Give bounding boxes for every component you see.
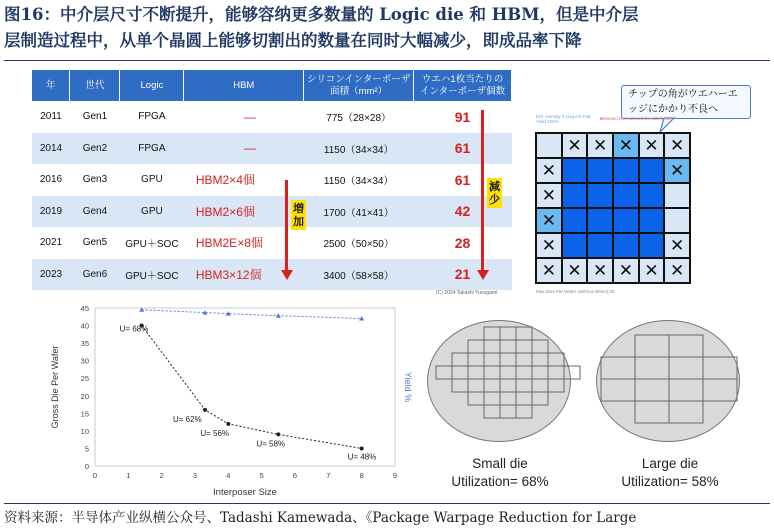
- y-tick-label: 40: [80, 321, 89, 331]
- table-cell-gen: Gen4: [70, 196, 120, 228]
- die-outline: [468, 353, 484, 366]
- wasted-die-cell: ✕: [639, 258, 665, 283]
- table-cell-area: 3400（58×58）: [304, 259, 414, 291]
- die-outline: [532, 392, 548, 405]
- good-die-cell: [587, 158, 613, 183]
- table-header-cell: HBM: [184, 70, 304, 101]
- die-outline: [452, 366, 468, 379]
- die-outline: [516, 327, 532, 340]
- good-die-cell: [587, 233, 613, 258]
- good-die-cell: [664, 208, 690, 233]
- die-outline: [669, 401, 703, 423]
- y-tick-label: 5: [84, 444, 89, 454]
- table-row: [32, 164, 512, 196]
- table-cell-hbm: —: [184, 101, 304, 133]
- wasted-die-cell: ✕: [664, 233, 690, 258]
- die-outline: [669, 335, 703, 357]
- die-outline: [532, 366, 548, 379]
- table-cell-hbm: HBM2×4個: [184, 164, 304, 196]
- y-tick-label: 15: [80, 409, 89, 419]
- die-outline: [500, 353, 516, 366]
- die-outline: [635, 379, 669, 401]
- table-cell-logic: GPU＋SOC: [120, 259, 184, 291]
- y-tick-label: 35: [80, 339, 89, 349]
- die-outline: [484, 353, 500, 366]
- utilization-label: U= 62%: [173, 414, 202, 424]
- die-outline: [532, 353, 548, 366]
- table-cell-logic: GPU＋SOC: [120, 227, 184, 259]
- x-tick-label: 3: [192, 471, 198, 480]
- gross-die-point: [203, 408, 207, 412]
- table-cell-area: 1150（34×34）: [304, 133, 414, 165]
- die-outline: [516, 379, 532, 392]
- table-cell-logic: GPU: [120, 196, 184, 228]
- die-outline: [669, 357, 703, 379]
- table-cell-count: 61: [414, 164, 512, 196]
- table-cell-gen: Gen5: [70, 227, 120, 259]
- source-divider: [4, 503, 770, 504]
- gross-die-line: [142, 326, 362, 449]
- die-outline: [468, 379, 484, 392]
- die-outline: [532, 379, 548, 392]
- table-cell-year: 2016: [32, 164, 70, 196]
- large-die-wafer: [596, 320, 740, 442]
- good-die-cell: [562, 183, 588, 208]
- table-header-cell: シリコンインターポーザ 面積（mm²）: [304, 70, 414, 101]
- wasted-die-cell: ✕: [536, 233, 562, 258]
- table-row: [32, 196, 512, 228]
- small-die-label: Small die: [472, 456, 528, 471]
- table-cell-logic: GPU: [120, 164, 184, 196]
- utilization-label: U= 58%: [256, 439, 286, 449]
- table-cell-area: 775（28×28）: [304, 101, 414, 133]
- good-die-cell: [613, 183, 639, 208]
- table-row: [32, 133, 512, 165]
- good-die-cell: [613, 233, 639, 258]
- die-outline: [564, 366, 580, 379]
- table-header-cell: Logic: [120, 70, 184, 101]
- die-outline: [548, 366, 564, 379]
- interposer-table: [32, 70, 512, 290]
- wafer-map-legend-right: ■Wasted Dies ■Good Die ■Defective: [600, 116, 674, 121]
- x-tick-label: 0: [92, 471, 98, 480]
- wasted-die-cell: ✕: [587, 133, 613, 158]
- x-tick-label: 2: [159, 471, 164, 480]
- die-outline: [484, 340, 500, 353]
- die-outline: [703, 379, 737, 401]
- small-die-utilization: Utilization= 68%: [451, 474, 549, 489]
- table-header-row: [32, 70, 512, 101]
- y2-axis-label: Yield %: [403, 371, 413, 403]
- good-die-cell: [664, 183, 690, 208]
- table-cell-count: 28: [414, 227, 512, 259]
- decrease-arrow-head: [477, 270, 489, 280]
- die-outline: [452, 353, 468, 366]
- table-cell-hbm: —: [184, 133, 304, 165]
- wasted-die-cell: ✕: [536, 158, 562, 183]
- wasted-die-cell: ✕: [536, 258, 562, 283]
- table-cell-year: 2023: [32, 259, 70, 291]
- table-row: [32, 101, 512, 133]
- y-tick-label: 30: [80, 356, 89, 366]
- table-cell-count: 61: [414, 133, 512, 165]
- x-tick-label: 6: [292, 471, 298, 480]
- good-die-cell: [639, 233, 665, 258]
- small-die-caption: [440, 455, 560, 491]
- source-note: 资料来源：半导体产业纵横公众号、Tadashi Kamewada、《Package Warpage Reduction for Large: [4, 510, 637, 526]
- wasted-die-cell: ✕: [613, 133, 639, 158]
- die-outline: [500, 392, 516, 405]
- wasted-die-cell: ✕: [536, 183, 562, 208]
- die-outline: [484, 327, 500, 340]
- wasted-die-cell: ✕: [664, 258, 690, 283]
- large-die-label: Large die: [641, 456, 699, 471]
- good-die-cell: [639, 208, 665, 233]
- y-tick-label: 0: [84, 462, 89, 471]
- x-axis-label: Interposer Size: [213, 487, 277, 498]
- x-tick-label: 9: [392, 471, 398, 480]
- die-outline: [500, 366, 516, 379]
- table-cell-gen: Gen2: [70, 133, 120, 165]
- die-outline: [516, 340, 532, 353]
- table-cell-area: 2500（50×50）: [304, 227, 414, 259]
- table-cell-gen: Gen6: [70, 259, 120, 291]
- figure-title-line1: 图16：中介层尺寸不断提升，能够容纳更多数量的 Logic die 和 HBM，但是中介层: [4, 5, 639, 24]
- x-tick-label: 4: [226, 471, 231, 480]
- large-die-grid: [597, 321, 741, 443]
- y-tick-label: 20: [80, 391, 89, 401]
- table-cell-count: 42: [414, 196, 512, 228]
- die-outline: [635, 401, 669, 423]
- table-row: [32, 227, 512, 259]
- gross-die-point: [226, 422, 230, 426]
- die-outline: [601, 379, 635, 401]
- good-die-cell: [639, 158, 665, 183]
- table-header-cell: 世代: [70, 70, 120, 101]
- table-cell-count: 91: [414, 101, 512, 133]
- die-outline: [484, 392, 500, 405]
- x-tick-label: 1: [126, 471, 131, 480]
- good-die-cell: [536, 133, 562, 158]
- small-die-wafer: [427, 320, 571, 442]
- die-outline: [484, 366, 500, 379]
- gross-die-chart: [40, 300, 413, 500]
- die-outline: [703, 357, 737, 379]
- die-outline: [500, 405, 516, 418]
- wasted-die-cell: ✕: [664, 158, 690, 183]
- wasted-die-cell: ✕: [536, 208, 562, 233]
- edge-defect-callout: チップの角がウエハーエッジにかかり不良へ: [621, 85, 751, 119]
- die-outline: [601, 357, 635, 379]
- gross-die-point: [360, 446, 364, 450]
- table-row: [32, 259, 512, 291]
- good-die-cell: [562, 233, 588, 258]
- die-outline: [484, 405, 500, 418]
- y-tick-label: 45: [80, 304, 89, 313]
- y-axis-label: Gross Die Per Wafer: [50, 345, 60, 429]
- x-tick-label: 8: [359, 471, 364, 480]
- wafer-map-caption: Max Dies Per Wafer (without defect):40: [536, 289, 615, 294]
- die-outline: [452, 379, 468, 392]
- wasted-die-cell: ✕: [587, 258, 613, 283]
- table-cell-logic: FPGA: [120, 101, 184, 133]
- table-credit: (C) 2024 Takashi Yunogami: [436, 290, 498, 296]
- wasted-die-cell: ✕: [664, 133, 690, 158]
- figure-title-line2: 层制造过程中，从单个晶圆上能够切割出的数量在同时大幅减少，即成品率下降: [4, 31, 582, 50]
- decrease-arrow-shaft: [481, 110, 484, 272]
- decrease-tag: 減少: [489, 180, 500, 206]
- table-header-cell: ウエハ1枚当たりの インターポーザ個数: [414, 70, 512, 101]
- table-cell-hbm: HBM3×12個: [184, 259, 304, 291]
- increase-arrow-shaft: [285, 180, 288, 272]
- die-outline: [516, 366, 532, 379]
- table-cell-area: 1150（34×34）: [304, 164, 414, 196]
- table-cell-logic: FPGA: [120, 133, 184, 165]
- x-tick-label: 5: [259, 471, 264, 480]
- wasted-die-cell: ✕: [562, 258, 588, 283]
- die-outline: [468, 392, 484, 405]
- figure-title: [4, 2, 770, 54]
- yield-point: [276, 313, 281, 318]
- good-die-cell: [587, 183, 613, 208]
- die-outline: [669, 379, 703, 401]
- small-die-grid: [428, 321, 572, 443]
- large-die-utilization: Utilization= 58%: [621, 474, 719, 489]
- die-outline: [500, 379, 516, 392]
- table-cell-year: 2014: [32, 133, 70, 165]
- die-outline: [484, 379, 500, 392]
- wasted-die-cell: ✕: [613, 258, 639, 283]
- good-die-cell: [562, 158, 588, 183]
- die-outline: [500, 340, 516, 353]
- wasted-die-cell: ✕: [639, 133, 665, 158]
- die-outline: [468, 366, 484, 379]
- die-outline: [635, 357, 669, 379]
- table-cell-year: 2019: [32, 196, 70, 228]
- good-die-cell: [587, 208, 613, 233]
- die-outline: [516, 392, 532, 405]
- die-outline: [516, 405, 532, 418]
- wafer-map-legend-left: Def. Density 0.1/sq.cm Fab. Yield 100%: [536, 114, 592, 124]
- increase-arrow-head: [281, 270, 293, 280]
- die-outline: [468, 340, 484, 353]
- table-cell-gen: Gen1: [70, 101, 120, 133]
- gross-die-point: [276, 432, 280, 436]
- table-body: [32, 101, 512, 290]
- table-cell-year: 2021: [32, 227, 70, 259]
- y-tick-label: 10: [80, 426, 89, 436]
- good-die-cell: [639, 183, 665, 208]
- die-outline: [516, 353, 532, 366]
- y-tick-label: 25: [80, 374, 89, 384]
- yield-point: [359, 316, 364, 321]
- table-cell-count: 21: [414, 259, 512, 291]
- title-divider: [4, 60, 770, 61]
- die-outline: [532, 340, 548, 353]
- wasted-die-cell: ✕: [562, 133, 588, 158]
- die-outline: [500, 327, 516, 340]
- large-die-caption: [605, 455, 735, 491]
- die-outline: [548, 353, 564, 366]
- good-die-cell: [613, 158, 639, 183]
- die-outline: [436, 366, 452, 379]
- utilization-label: U= 68%: [119, 324, 149, 334]
- table-cell-hbm: HBM2×6個: [184, 196, 304, 228]
- table-cell-gen: Gen3: [70, 164, 120, 196]
- wafer-die-grid: [535, 132, 691, 284]
- good-die-cell: [562, 208, 588, 233]
- increase-tag: 増加: [293, 202, 304, 228]
- utilization-label: U= 48%: [347, 452, 377, 462]
- table-cell-area: 1700（41×41）: [304, 196, 414, 228]
- x-tick-label: 7: [326, 471, 331, 480]
- table-cell-hbm: HBM2E×8個: [184, 227, 304, 259]
- utilization-label: U= 56%: [200, 428, 230, 438]
- table-cell-year: 2011: [32, 101, 70, 133]
- table-header-cell: 年: [32, 70, 70, 101]
- yield-line: [142, 310, 362, 319]
- die-outline: [548, 379, 564, 392]
- good-die-cell: [613, 208, 639, 233]
- die-outline: [635, 335, 669, 357]
